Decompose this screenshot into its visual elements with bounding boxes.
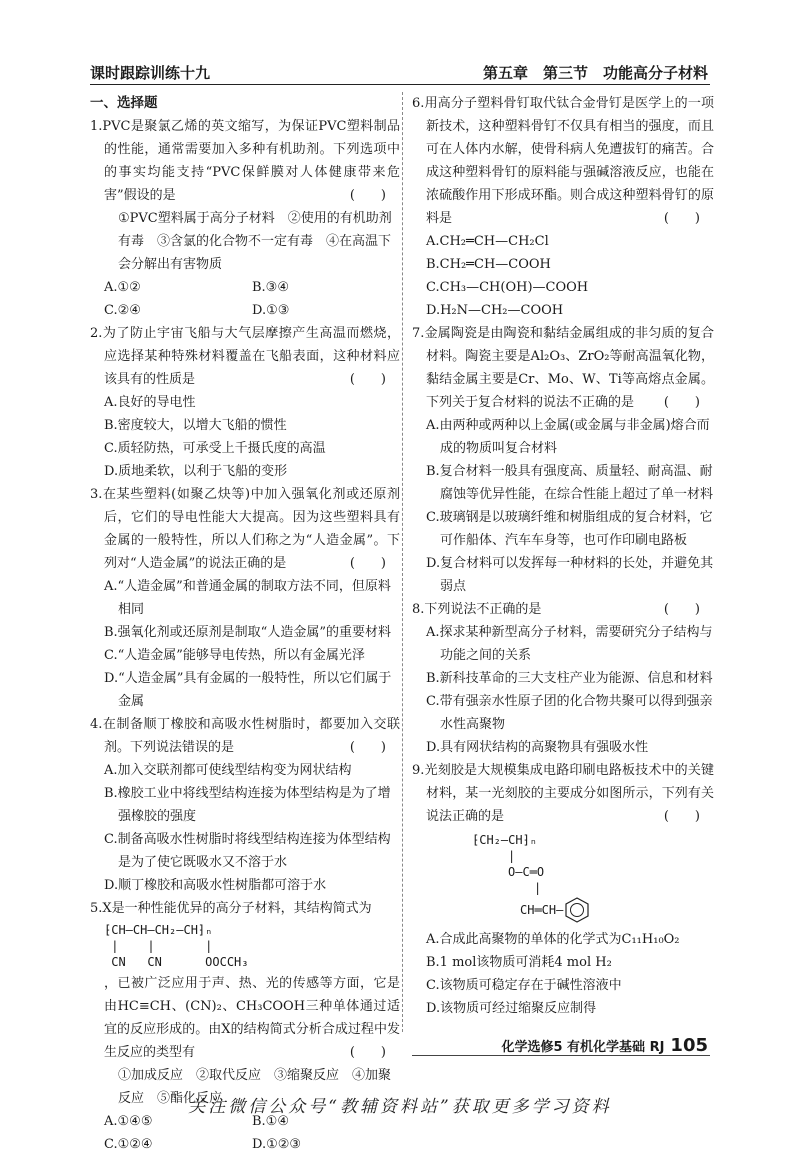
- option-line: A.由两种或两种以上金属(或金属与非金属)熔合而成的物质叫复合材料: [426, 418, 710, 456]
- q9-mol-bond-1: |: [508, 849, 516, 863]
- option-line: A.“人造金属”和普通金属的制取方法不同，但原料相同: [104, 579, 391, 617]
- question-stem: [90, 115, 400, 207]
- option-line: B.密度较大，以增大飞船的惯性: [104, 418, 287, 433]
- q5-reaction-list: ①加成反应 ②取代反应 ③缩聚反应 ④加聚反应 ⑤酯化反应: [118, 1068, 392, 1106]
- option-line: A.加入交联剂都可使线型结构变为网状结构: [104, 763, 352, 778]
- option-line: C.CH₃—CH(OH)—COOH: [426, 280, 589, 295]
- question-stem: [412, 598, 714, 621]
- q9-option: B.1 mol该物质可消耗4 mol H₂: [426, 955, 612, 970]
- footer-rule: [412, 1055, 710, 1056]
- q5-option-a: A.①④⑤: [104, 1114, 153, 1129]
- option-line: A.探求某种新型高分子材料，需要研究分子结构与功能之间的关系: [426, 625, 713, 663]
- option: D.①③: [252, 303, 290, 318]
- q9-options: [412, 928, 714, 1020]
- q5-options-row-2: [104, 1133, 400, 1156]
- q9-molecule-diagram: [472, 832, 714, 924]
- answer-bracket: ( ): [349, 188, 386, 203]
- q5-stem-a: 5.X是一种性能优异的高分子材料，其结构简式为: [90, 901, 372, 916]
- option-line: ①PVC塑料属于高分子材料 ②使用的有机助剂有毒 ③含氯的化合物不一定有毒 ④在高温下会分解出有害物质: [118, 211, 392, 272]
- q5-struct-line-3: CN CN OOCCH₃: [104, 955, 249, 969]
- question-stem: [412, 322, 714, 414]
- right-question-0: [412, 92, 714, 322]
- header-left: 课时跟踪训练十九: [90, 64, 211, 82]
- left-column: [90, 92, 400, 1156]
- q5-stem-b: [90, 972, 400, 1064]
- q5-option-d: D.①②③: [252, 1137, 302, 1152]
- option-line: D.顺丁橡胶和高吸水性树脂都可溶于水: [104, 878, 327, 893]
- q9-mol-bond-2: |: [534, 881, 542, 895]
- q5-option-b: B.①④: [252, 1114, 289, 1129]
- answer-bracket: ( ): [349, 372, 386, 387]
- q9-option: A.合成此高聚物的单体的化学式为C₁₁H₁₀O₂: [426, 932, 680, 947]
- option-line: B.新科技革命的三大支柱产业为能源、信息和材料: [426, 671, 713, 686]
- q5-struct-line-2: | | |: [104, 939, 213, 953]
- option-line: C.质轻防热，可承受上千摄氏度的高温: [104, 441, 326, 456]
- option-line: C.带有强亲水性原子团的化合物共聚可以得到强亲水性高聚物: [426, 694, 713, 732]
- left-question-3: [90, 713, 400, 897]
- answer-bracket: ( ): [663, 395, 700, 410]
- left-question-2: [90, 483, 400, 713]
- q9-option: C.该物质可稳定存在于碱性溶液中: [426, 978, 622, 993]
- right-questions: [412, 92, 714, 759]
- benzene-ring-icon: [563, 896, 591, 924]
- option-line: C.“人造金属”能够导电传热，所以有金属光泽: [104, 648, 365, 663]
- left-questions: [90, 115, 400, 897]
- question-stem-text: 4.在制备顺丁橡胶和高吸水性树脂时，都要加入交联剂。下列说法错误的是: [90, 717, 400, 755]
- left-question-1: [90, 322, 400, 483]
- section-title: 一、选择题: [90, 95, 158, 111]
- option-line: D.“人造金属”具有金属的一般特性，所以它们属于金属: [104, 671, 392, 709]
- q9-mol-top: ⁅CH₂—CH⁆ₙ: [472, 833, 538, 847]
- answer-bracket: ( ): [663, 602, 700, 617]
- q5-structure: [104, 922, 400, 970]
- option-line: A.CH₂═CH—CH₂Cl: [426, 234, 549, 249]
- answer-bracket: ( ): [349, 556, 386, 571]
- option-line: C.玻璃钢是以玻璃纤维和树脂组成的复合材料，它可作船体、汽车车身等，也可作印刷电路板: [426, 510, 713, 548]
- option-line: B.强氧化剂或还原剂是制取“人造金属”的重要材料: [104, 625, 391, 640]
- q9-stem-text: 9.光刻胶是大规模集成电路印刷电路板技术中的关键材料，某一光刻胶的主要成分如图所示，下列有关说法正确的是: [412, 763, 714, 824]
- watermark: 关注微信公众号“教辅资料站”获取更多学习资料: [188, 1097, 612, 1117]
- option-line: D.H₂N—CH₂—COOH: [426, 303, 564, 318]
- header-rule: [90, 84, 710, 85]
- left-question-0: [90, 115, 400, 322]
- header-right: 第五章 第三节 功能高分子材料: [482, 64, 708, 82]
- question-stem-text: 6.用高分子塑料骨钉取代钛合金骨钉是医学上的一项新技术，这种塑料骨钉不仅具有相当的强度，而且可在人体内水解，使骨科病人免遭拔钉的痛苦。合成这种塑料骨钉的原料能与强碱溶液反应，也能在浓硫酸作用下形成环酯。则合成这种塑料骨钉的原料是: [412, 96, 714, 226]
- q9-option: D.该物质可经过缩聚反应制得: [426, 1001, 597, 1016]
- options-row: [104, 276, 400, 299]
- options-row: [104, 299, 400, 322]
- q9-answer-bracket: ( ): [663, 809, 700, 824]
- answer-bracket: ( ): [663, 211, 700, 226]
- q9-mol-bottom-row: [520, 896, 714, 924]
- right-question-1: [412, 322, 714, 598]
- q5-answer-bracket: ( ): [349, 1045, 386, 1060]
- question-stem: [90, 713, 400, 759]
- question-stem: [90, 483, 400, 575]
- option: A.①②: [104, 280, 141, 295]
- question-stem-text: 3.在某些塑料(如聚乙炔等)中加入强氧化剂或还原剂后，它们的导电性能大大提高。因为这些塑料具有金属的一般特性，所以人们称之为“人造金属”。下列对“人造金属”的说法正确的是: [90, 487, 400, 571]
- question-9: [412, 759, 714, 1020]
- option-line: B.CH₂═CH—COOH: [426, 257, 551, 272]
- option-line: C.制备高吸水性树脂时将线型结构连接为体型结构是为了使它既吸水又不溶于水: [104, 832, 391, 870]
- q5-option-c: C.①②④: [104, 1137, 153, 1152]
- footer-book: [501, 1035, 708, 1056]
- question-stem-text: 2.为了防止宇宙飞船与大气层摩擦产生高温而燃烧，应选择某种特殊材料覆盖在飞船表面，这种材料应该具有的性质是: [90, 326, 400, 387]
- question-5: [90, 897, 400, 1156]
- q5-struct-line-1: ⁅CH—CH—CH₂—CH⁆ₙ: [104, 923, 213, 937]
- option-line: D.质地柔软，以利于飞船的变形: [104, 464, 288, 479]
- right-question-2: [412, 598, 714, 759]
- q9-mol-bottom: CH═CH—: [520, 903, 564, 917]
- answer-bracket: ( ): [349, 740, 386, 755]
- page-number: 105: [670, 1035, 708, 1056]
- question-stem-text: 7.金属陶瓷是由陶瓷和黏结金属组成的非匀质的复合材料。陶瓷主要是Al₂O₃、ZrO₂等耐高温氧化物，黏结金属主要是Cr、Mo、W、Ti等高熔点金属。下列关于复合材料的说法不正确的是: [412, 326, 714, 410]
- q9-mol-ester: O—C═O: [508, 865, 545, 879]
- q9-stem: [412, 759, 714, 828]
- option-line: B.复合材料一般具有强度高、质量轻、耐高温、耐腐蚀等优异性能，在综合性能上超过了单一材料: [426, 464, 714, 502]
- question-stem: [90, 322, 400, 391]
- q5-stem-b-text: ，已被广泛应用于声、热、光的传感等方面，它是由HC≡CH、(CN)₂、CH₃COOH三种单体通过适宜的反应形成的。由X的结构简式分析合成过程中发生反应的类型有: [104, 976, 400, 1060]
- option: C.②④: [104, 303, 141, 318]
- question-stem: [412, 92, 714, 230]
- footer-book-title: 化学选修5 有机化学基础 RJ: [501, 1040, 665, 1055]
- option-line: D.复合材料可以发挥每一种材料的长处，并避免其弱点: [426, 556, 714, 594]
- option-line: D.具有网状结构的高聚物具有强吸水性: [426, 740, 649, 755]
- column-divider: [402, 92, 403, 1032]
- question-stem-text: 8.下列说法不正确的是: [412, 602, 542, 617]
- option-line: A.良好的导电性: [104, 395, 196, 410]
- question-stem-text: 1.PVC是聚氯乙烯的英文缩写，为保证PVC塑料制品的性能，通常需要加入多种有机助剂。下列选项中的事实均能支持“PVC保鲜膜对人体健康带来危害”假设的是: [90, 119, 400, 203]
- right-column: [412, 92, 714, 1020]
- option-line: B.橡胶工业中将线型结构连接为体型结构是为了增强橡胶的强度: [104, 786, 391, 824]
- option: B.③④: [252, 280, 289, 295]
